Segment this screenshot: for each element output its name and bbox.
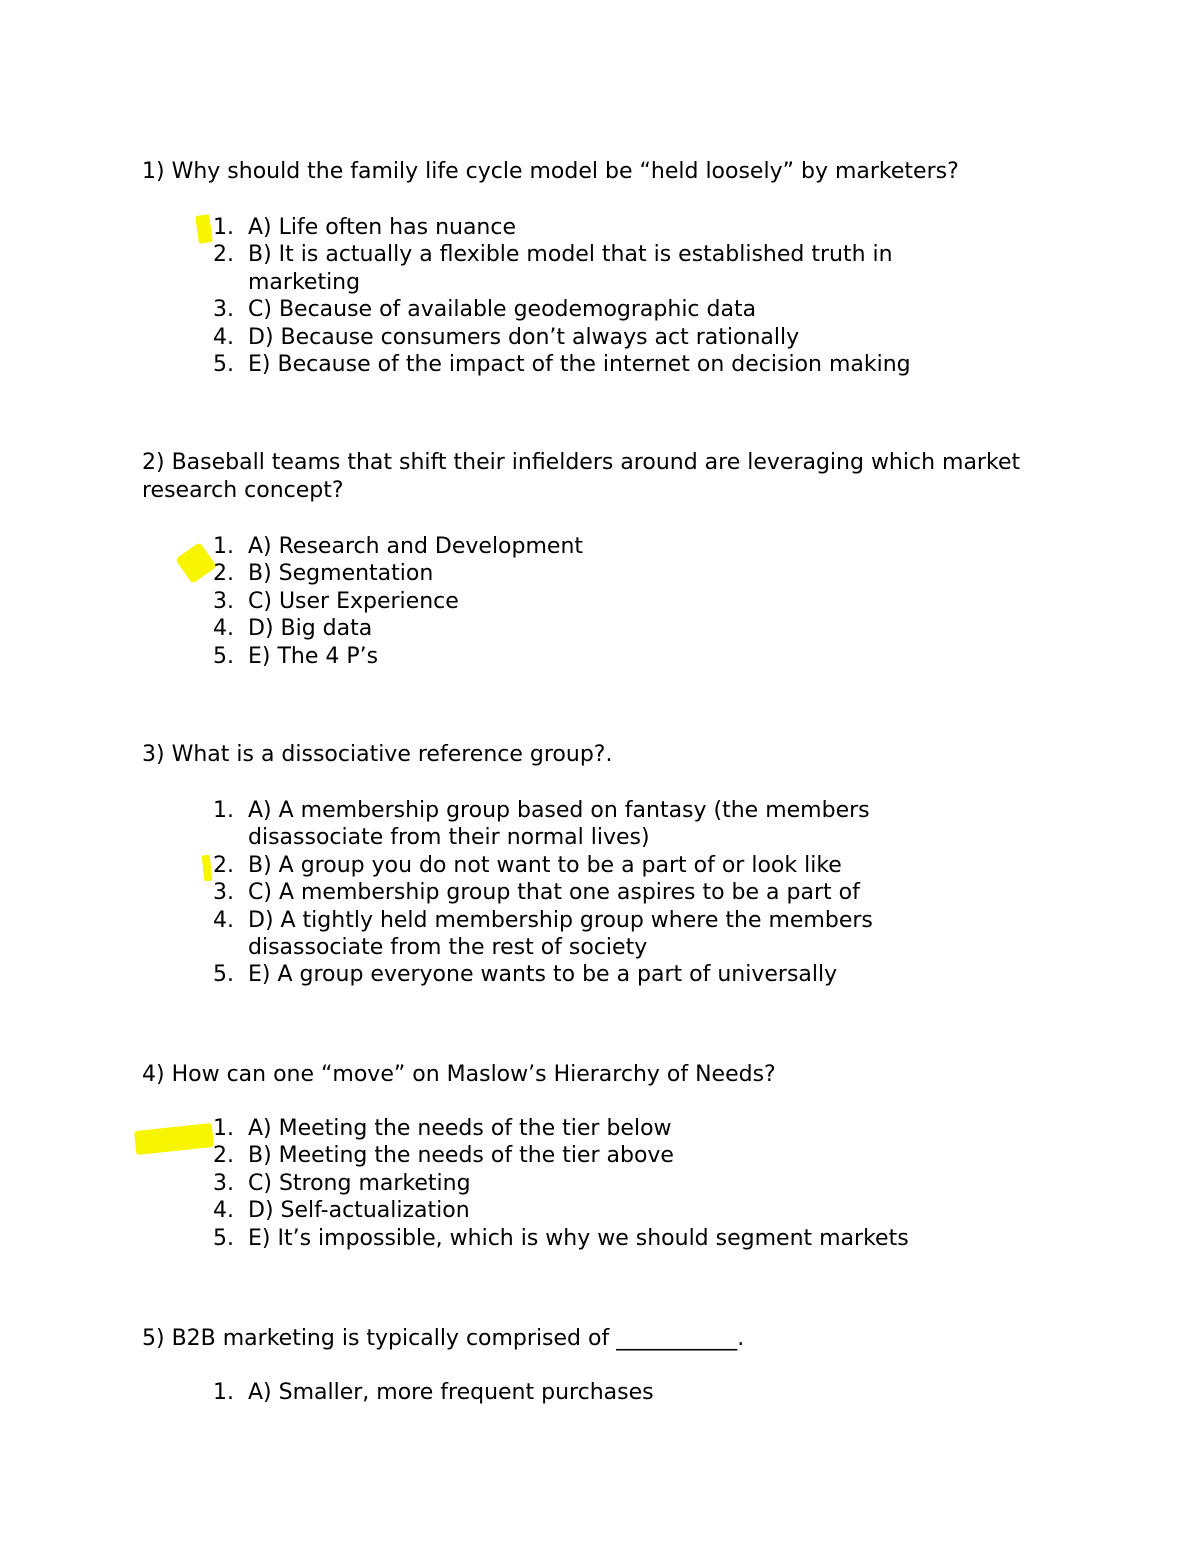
answer-option xyxy=(0,214,1200,241)
answer-option xyxy=(0,1379,1200,1406)
option-number: 1. xyxy=(213,798,234,823)
option-text: C) Because of available geodemographic data xyxy=(248,297,757,323)
answer-option xyxy=(0,615,1200,642)
question-5-text: 5) B2B marketing is typically comprised of ___________. xyxy=(142,1326,745,1351)
answer-option xyxy=(0,643,1200,670)
option-text: B) Meeting the needs of the tier above xyxy=(248,1143,674,1169)
answer-option xyxy=(0,797,1200,852)
answer-option xyxy=(0,1170,1200,1197)
option-text: A) Meeting the needs of the tier below xyxy=(248,1116,672,1141)
option-text: E) A group everyone wants to be a part of universally xyxy=(248,962,838,988)
answer-option xyxy=(0,296,1200,323)
option-number: 4. xyxy=(213,616,234,642)
option-text: B) It is actually a flexible model that is established truth in marketing xyxy=(248,242,893,295)
option-text: D) Self-actualization xyxy=(248,1198,470,1224)
option-text: B) A group you do not want to be a part of or look like xyxy=(248,852,842,878)
option-text: A) Smaller, more frequent purchases xyxy=(248,1380,654,1405)
option-text: D) A tightly held membership group where the members disassociate from the rest of society xyxy=(248,907,873,961)
option-number: 4. xyxy=(213,1198,234,1224)
option-text: C) Strong marketing xyxy=(248,1170,471,1196)
answer-option xyxy=(0,324,1200,351)
option-text: A) Life often has nuance xyxy=(248,215,517,240)
option-number: 1. xyxy=(213,1116,234,1141)
option-text: C) User Experience xyxy=(248,588,459,614)
answer-option xyxy=(0,879,1200,906)
option-number: 2. xyxy=(213,242,234,268)
option-text: E) The 4 P’s xyxy=(248,643,379,669)
option-number: 3. xyxy=(213,588,234,614)
option-number: 4. xyxy=(213,324,234,350)
answer-option xyxy=(0,961,1200,988)
question-2-text: 2) Baseball teams that shift their infielders around are leveraging which market research concept? xyxy=(142,450,1021,503)
question-4-text: 4) How can one “move” on Maslow’s Hierarchy of Needs? xyxy=(142,1062,776,1087)
answer-option xyxy=(0,907,1200,962)
answer-option xyxy=(0,241,1200,296)
option-number: 5. xyxy=(213,1225,234,1251)
option-number: 2. xyxy=(213,1143,234,1169)
question-3-options xyxy=(0,797,1200,989)
option-number: 5. xyxy=(213,352,234,378)
answer-option xyxy=(0,1225,1200,1252)
option-number: 4. xyxy=(213,907,234,933)
option-number: 3. xyxy=(213,880,234,906)
option-number: 3. xyxy=(213,297,234,323)
question-1-options xyxy=(0,214,1200,378)
option-text: E) It’s impossible, which is why we should segment markets xyxy=(248,1225,909,1251)
option-number: 5. xyxy=(213,643,234,669)
option-number: 2. xyxy=(213,561,234,587)
option-number: 2. xyxy=(213,852,234,878)
answer-option xyxy=(0,351,1200,378)
answer-option xyxy=(0,1197,1200,1224)
option-text: D) Because consumers don’t always act rationally xyxy=(248,324,800,350)
question-1-text: 1) Why should the family life cycle model be “held loosely” by marketers? xyxy=(142,159,959,184)
option-text: C) A membership group that one aspires to be a part of xyxy=(248,880,860,906)
answer-option xyxy=(0,588,1200,615)
option-text: E) Because of the impact of the internet on decision making xyxy=(248,352,911,378)
option-number: 3. xyxy=(213,1170,234,1196)
question-5-options xyxy=(0,1379,1200,1406)
option-text: A) A membership group based on fantasy (the members disassociate from their normal lives) xyxy=(248,798,870,851)
option-number: 1. xyxy=(213,534,234,559)
option-text: B) Segmentation xyxy=(248,561,434,587)
answer-option xyxy=(0,852,1200,879)
option-text: A) Research and Development xyxy=(248,534,584,559)
question-3-text: 3) What is a dissociative reference group?. xyxy=(142,742,613,767)
option-text: D) Big data xyxy=(248,616,373,642)
option-number: 1. xyxy=(213,215,234,240)
question-2-options xyxy=(0,533,1200,670)
option-number: 1. xyxy=(213,1380,234,1405)
option-number: 5. xyxy=(213,962,234,988)
